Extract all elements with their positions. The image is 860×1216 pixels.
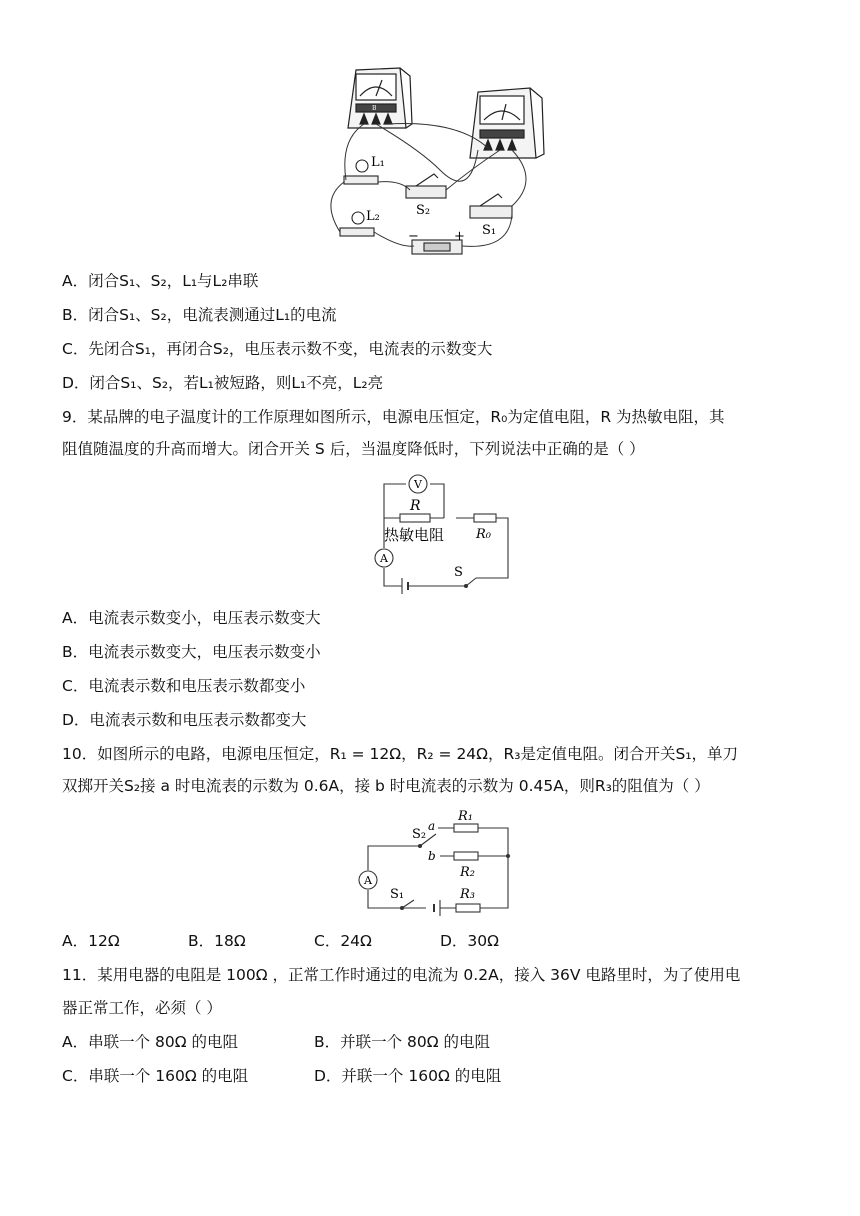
q10-stem-line2: 双掷开关S₂接 a 时电流表的示数为 0.6A，接 b 时电流表的示数为 0.45A，则R₃的阻值为（ ）: [62, 777, 710, 795]
q11-option-c: C．串联一个 160Ω 的电阻: [62, 1067, 249, 1085]
q8-circuit-figure: [318, 62, 558, 262]
voltmeter-b-label: B: [372, 105, 377, 112]
q11-option-d: D．并联一个 160Ω 的电阻: [314, 1067, 502, 1085]
svg-text:V: V: [414, 478, 422, 491]
label-r1: R₁: [458, 809, 473, 824]
label-switch-s: S: [454, 565, 463, 580]
q8-option-b: B．闭合S₁、S₂，电流表测通过L₁的电流: [62, 306, 337, 324]
ammeter-device: [470, 88, 544, 158]
battery-minus: −: [408, 229, 419, 244]
label-thermistor: 热敏电阻: [384, 526, 445, 544]
q10-circuit-diagram: [354, 804, 518, 916]
label-r2: R₂: [460, 865, 475, 880]
q9-option-d: D．电流表示数和电压表示数都变大: [62, 711, 307, 729]
q10-option-c: C．24Ω: [314, 932, 372, 950]
label-l2: L₂: [366, 209, 380, 224]
label-b: b: [428, 849, 436, 863]
ammeter-symbol: [375, 549, 393, 567]
svg-text:A: A: [364, 874, 372, 887]
q8-option-d: D．闭合S₁、S₂，若L₁被短路，则L₁不亮，L₂亮: [62, 374, 384, 392]
q9-option-b: B．电流表示数变大，电压表示数变小: [62, 643, 321, 661]
q11-option-b: B．并联一个 80Ω 的电阻: [314, 1033, 491, 1051]
q9-stem-line1: 9．某品牌的电子温度计的工作原理如图所示，电源电压恒定，R₀为定值电阻，R 为热敏电阻，其: [62, 408, 725, 426]
label-r3: R₃: [460, 887, 475, 902]
q9-option-a: A．电流表示数变小，电压表示数变大: [62, 609, 321, 627]
switch-s2: [406, 174, 446, 198]
q10-stem-line1: 10．如图所示的电路，电源电压恒定，R₁ = 12Ω，R₂ = 24Ω，R₃是定值电阻。闭合开关S₁，单刀: [62, 745, 739, 763]
switch-s1: [470, 194, 512, 218]
ammeter-symbol: [359, 871, 377, 889]
label-a: a: [428, 819, 436, 833]
q10-option-d: D．30Ω: [440, 932, 500, 950]
voltmeter-symbol: [409, 475, 427, 493]
q10-option-a: A．12Ω: [62, 932, 120, 950]
q9-stem-line2: 阻值随温度的升高而增大。闭合开关 S 后，当温度降低时，下列说法中正确的是（ ）: [62, 440, 645, 458]
label-r: R: [410, 498, 421, 514]
q9-circuit-diagram: [354, 466, 514, 594]
battery-plus: +: [454, 229, 465, 244]
label-r0: R₀: [476, 527, 491, 542]
voltmeter-device: [348, 68, 412, 128]
q11-option-a: A．串联一个 80Ω 的电阻: [62, 1033, 239, 1051]
label-l1: L₁: [371, 155, 385, 170]
q9-option-c: C．电流表示数和电压表示数都变小: [62, 677, 306, 695]
q8-option-c: C．先闭合S₁，再闭合S₂，电压表示数不变，电流表的示数变大: [62, 340, 493, 358]
q11-stem-line1: 11．某用电器的电阻是 100Ω ，正常工作时通过的电流为 0.2A，接入 36V 电路里时，为了使用电: [62, 966, 741, 984]
label-s1: S₁: [390, 887, 405, 902]
q8-option-a: A．闭合S₁、S₂，L₁与L₂串联: [62, 272, 259, 290]
label-s2: S₂: [416, 203, 431, 218]
label-s1: S₁: [482, 223, 497, 238]
q11-stem-line2: 器正常工作，必须（ ）: [62, 999, 222, 1017]
svg-text:A: A: [380, 552, 388, 565]
q10-option-b: B．18Ω: [188, 932, 246, 950]
label-s2: S₂: [412, 827, 427, 842]
